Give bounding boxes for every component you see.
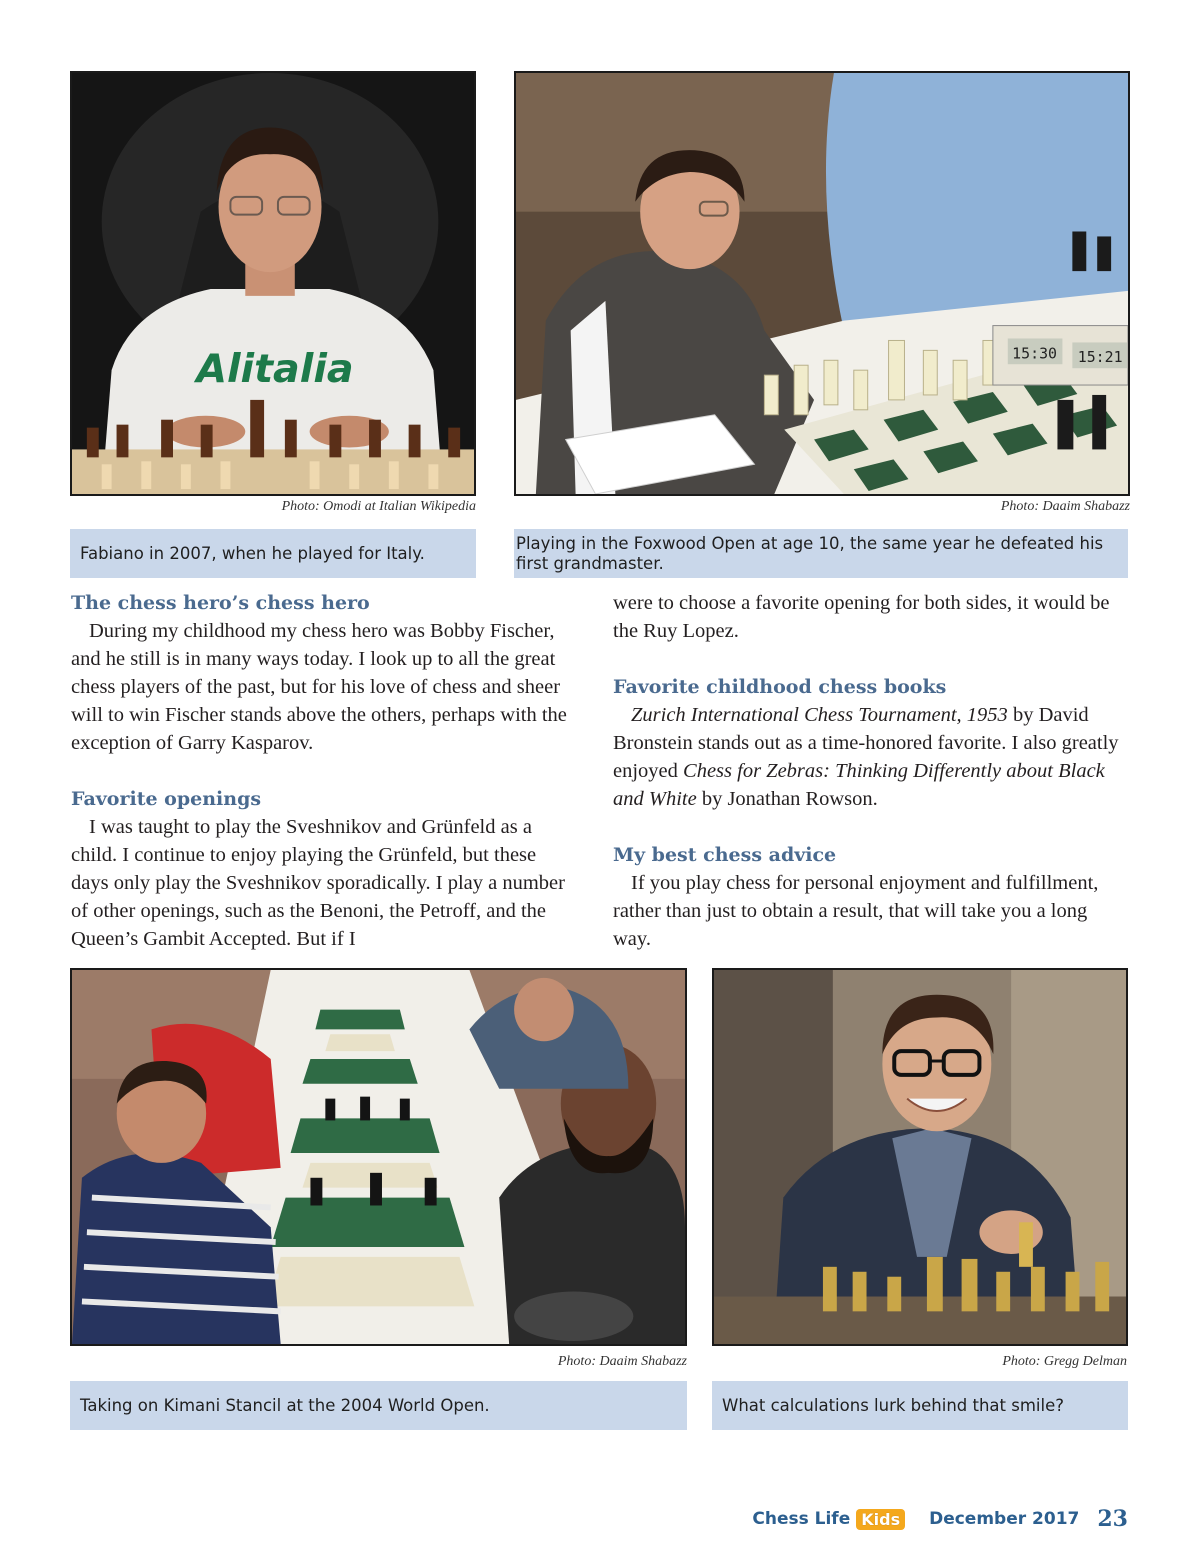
- heading-favorite-openings: Favorite openings: [71, 788, 262, 810]
- heading-best-advice: My best chess advice: [613, 844, 837, 866]
- book-text-1: by David Bronstein stands out as a time-honored favorite. I also greatly enjoyed: [613, 704, 1119, 782]
- clock-right-display: 15:21: [1077, 348, 1123, 367]
- heading-chess-hero: The chess hero’s chess hero: [71, 592, 370, 614]
- caption-bottom-right: What calculations lurk behind that smile?: [712, 1381, 1128, 1430]
- photo-credit-bottom-right: Photo: Gregg Delman: [1002, 1354, 1127, 1369]
- paragraph-chess-hero: During my childhood my chess hero was Bobby Fischer, and he still is in many ways today. I look up to all the great chess players of the past, but for his love of chess and sheer will to win Fischer stands above the others, perhaps with the exception of Garry Kasparov.: [71, 620, 567, 754]
- photo-foxwood-open: [514, 71, 1130, 496]
- page-number: 23: [1097, 1506, 1128, 1532]
- paragraph-favorite-openings: I was taught to play the Sveshnikov and Grünfeld as a child. I continue to enjoy playing the Grünfeld, but these days only play the Sveshnikov sporadically. I play a number of other openings, such as the Benoni, the Petroff, and the Queen’s Gambit Accepted. But if I: [71, 816, 565, 950]
- magazine-name: Chess Life: [752, 1509, 851, 1529]
- paragraph-openings-continued: were to choose a favorite opening for both sides, it would be the Ruy Lopez.: [613, 592, 1110, 642]
- photo-smiling-portrait: [712, 968, 1128, 1346]
- article-left-column: [71, 589, 577, 953]
- caption-bottom-left: Taking on Kimani Stancil at the 2004 World Open.: [70, 1381, 687, 1430]
- photo-credit-top-right: Photo: Daaim Shabazz: [1000, 499, 1130, 514]
- caption-top-right: Playing in the Foxwood Open at age 10, the same year he defeated his first grandmaster.: [514, 529, 1128, 578]
- book-title-zebras: Chess for Zebras: Thinking Differently about Black and White: [613, 760, 1105, 810]
- photo-credit-top-left: Photo: Omodi at Italian Wikipedia: [281, 499, 476, 514]
- photo-world-open-2004: [70, 968, 687, 1346]
- shirt-logo-text: Alitalia: [196, 346, 354, 393]
- paragraph-favorite-books: [613, 701, 1128, 813]
- clock-left-display: 15:30: [1012, 344, 1058, 363]
- caption-top-left: Fabiano in 2007, when he played for Italy.: [70, 529, 476, 578]
- page-footer: [752, 1503, 1128, 1535]
- photo-credit-bottom-left: Photo: Daaim Shabazz: [557, 1354, 687, 1369]
- issue-date: December 2017: [929, 1509, 1080, 1529]
- heading-favorite-books: Favorite childhood chess books: [613, 676, 947, 698]
- article-right-column: [613, 589, 1128, 953]
- book-text-2: by Jonathan Rowson.: [696, 788, 878, 810]
- magazine-kids-badge: Kids: [856, 1509, 905, 1530]
- photo-fabiano-2007: [70, 71, 476, 496]
- book-title-zurich: Zurich International Chess Tournament, 1953: [631, 704, 1008, 726]
- paragraph-best-advice: If you play chess for personal enjoyment and fulfillment, rather than just to obtain a result, that will take you a long way.: [613, 872, 1099, 950]
